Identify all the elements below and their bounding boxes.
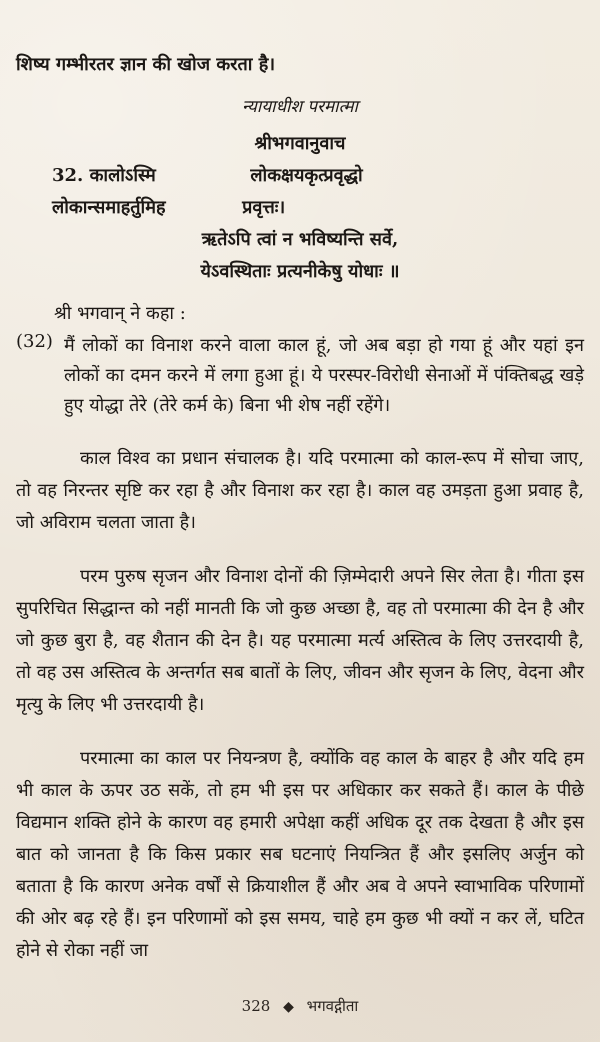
verse-line-1-part-a: 32. कालोऽस्मि [52,165,156,186]
verse-line-2 [16,197,584,219]
page-footer [0,996,600,1016]
book-title: भगवद्गीता [306,997,359,1015]
page-content [16,54,584,967]
verse-title: न्यायाधीश परमात्मा [242,97,358,117]
speaker-line: श्री भगवान् ने कहा : [54,303,186,324]
page-number: 328 [241,997,271,1015]
paragraph-2: परम पुरुष सृजन और विनाश दोनों की ज़िम्मेदारी अपने सिर लेता है। गीता इस सुपरिचित सिद्धान्त को नहीं मानती कि जो कुछ अच्छा है, वह तो परमात्मा की देन है और जो कुछ बुरा है, वह शैतान की देन है। यह परमात्मा मर्त्य अस्तित्व के लिए उत्तरदायी है, तो वह उस अस्तित्व के अन्तर्गत सब बातों के लिए, जीवन और सृजन के लिए, वेदना और मृत्यु के लिए भी उत्तरदायी है। [16,566,584,715]
verse-line-1-part-b: लोकक्षयकृत्प्रवृद्धो [250,165,363,186]
translation-block [16,331,584,421]
translation-number: (32) [16,331,53,352]
verse-line-4: येऽवस्थिताः प्रत्यनीकेषु योधाः ॥ [200,261,400,282]
paragraph-3: परमात्मा का काल पर नियन्त्रण है, क्योंकि वह काल के बाहर है और यदि हम भी काल के ऊपर उठ सकें, तो हम भी इस पर अधिकार कर सकते हैं। काल के पीछे विद्यमान शक्ति होने के कारण वह हमारी अपेक्षा कहीं अधिक दूर तक देखता है और इस बात को जानता है कि किस प्रकार सब घटनाएं नियन्त्रित हैं और इसलिए अर्जुन को बताता है कि कारण अनेक वर्षों से क्रियाशील हैं और अब वे अपने स्वाभाविक परिणामों की ओर बढ़ रहे हैं। इन परिणामों को इस समय, चाहे हम कुछ भी क्यों न कर लें, घटित होने से रोका नहीं जा [16,748,584,961]
verse-line-2-part-b: प्रवृत्तः। [242,197,286,218]
translation-text: मैं लोकों का विनाश करने वाला काल हूं, जो अब बड़ा हो गया हूं और यहां इन लोकों का दमन करने में लगा हुआ हूं। ये परस्पर-विरोधी सेनाओं में पंक्तिबद्ध खड़े हुए योद्धा तेरे (तेरे कर्म के) बिना भी शेष नहीं रहेंगे। [64,335,584,416]
paragraph-1: काल विश्व का प्रधान संचालक है। यदि परमात्मा को काल-रूप में सोचा जाए, तो वह निरन्तर सृष्टि कर रहा है और विनाश कर रहा है। काल वह उमड़ता हुआ प्रवाह है, जो अविराम चलता जाता है। [16,448,584,533]
verse-block [16,94,584,283]
verse-line-3: ऋतेऽपि त्वां न भविष्यन्ति सर्वे, [201,229,399,250]
intro-line: शिष्य गम्भीरतर ज्ञान की खोज करता है। [16,54,276,75]
separator-icon: ◆ [283,999,294,1015]
verse-speaker: श्रीभगवानुवाच [254,133,346,154]
verse-line-1 [16,165,584,187]
verse-line-2-part-a: लोकान्समाहर्तुमिह [52,197,166,218]
